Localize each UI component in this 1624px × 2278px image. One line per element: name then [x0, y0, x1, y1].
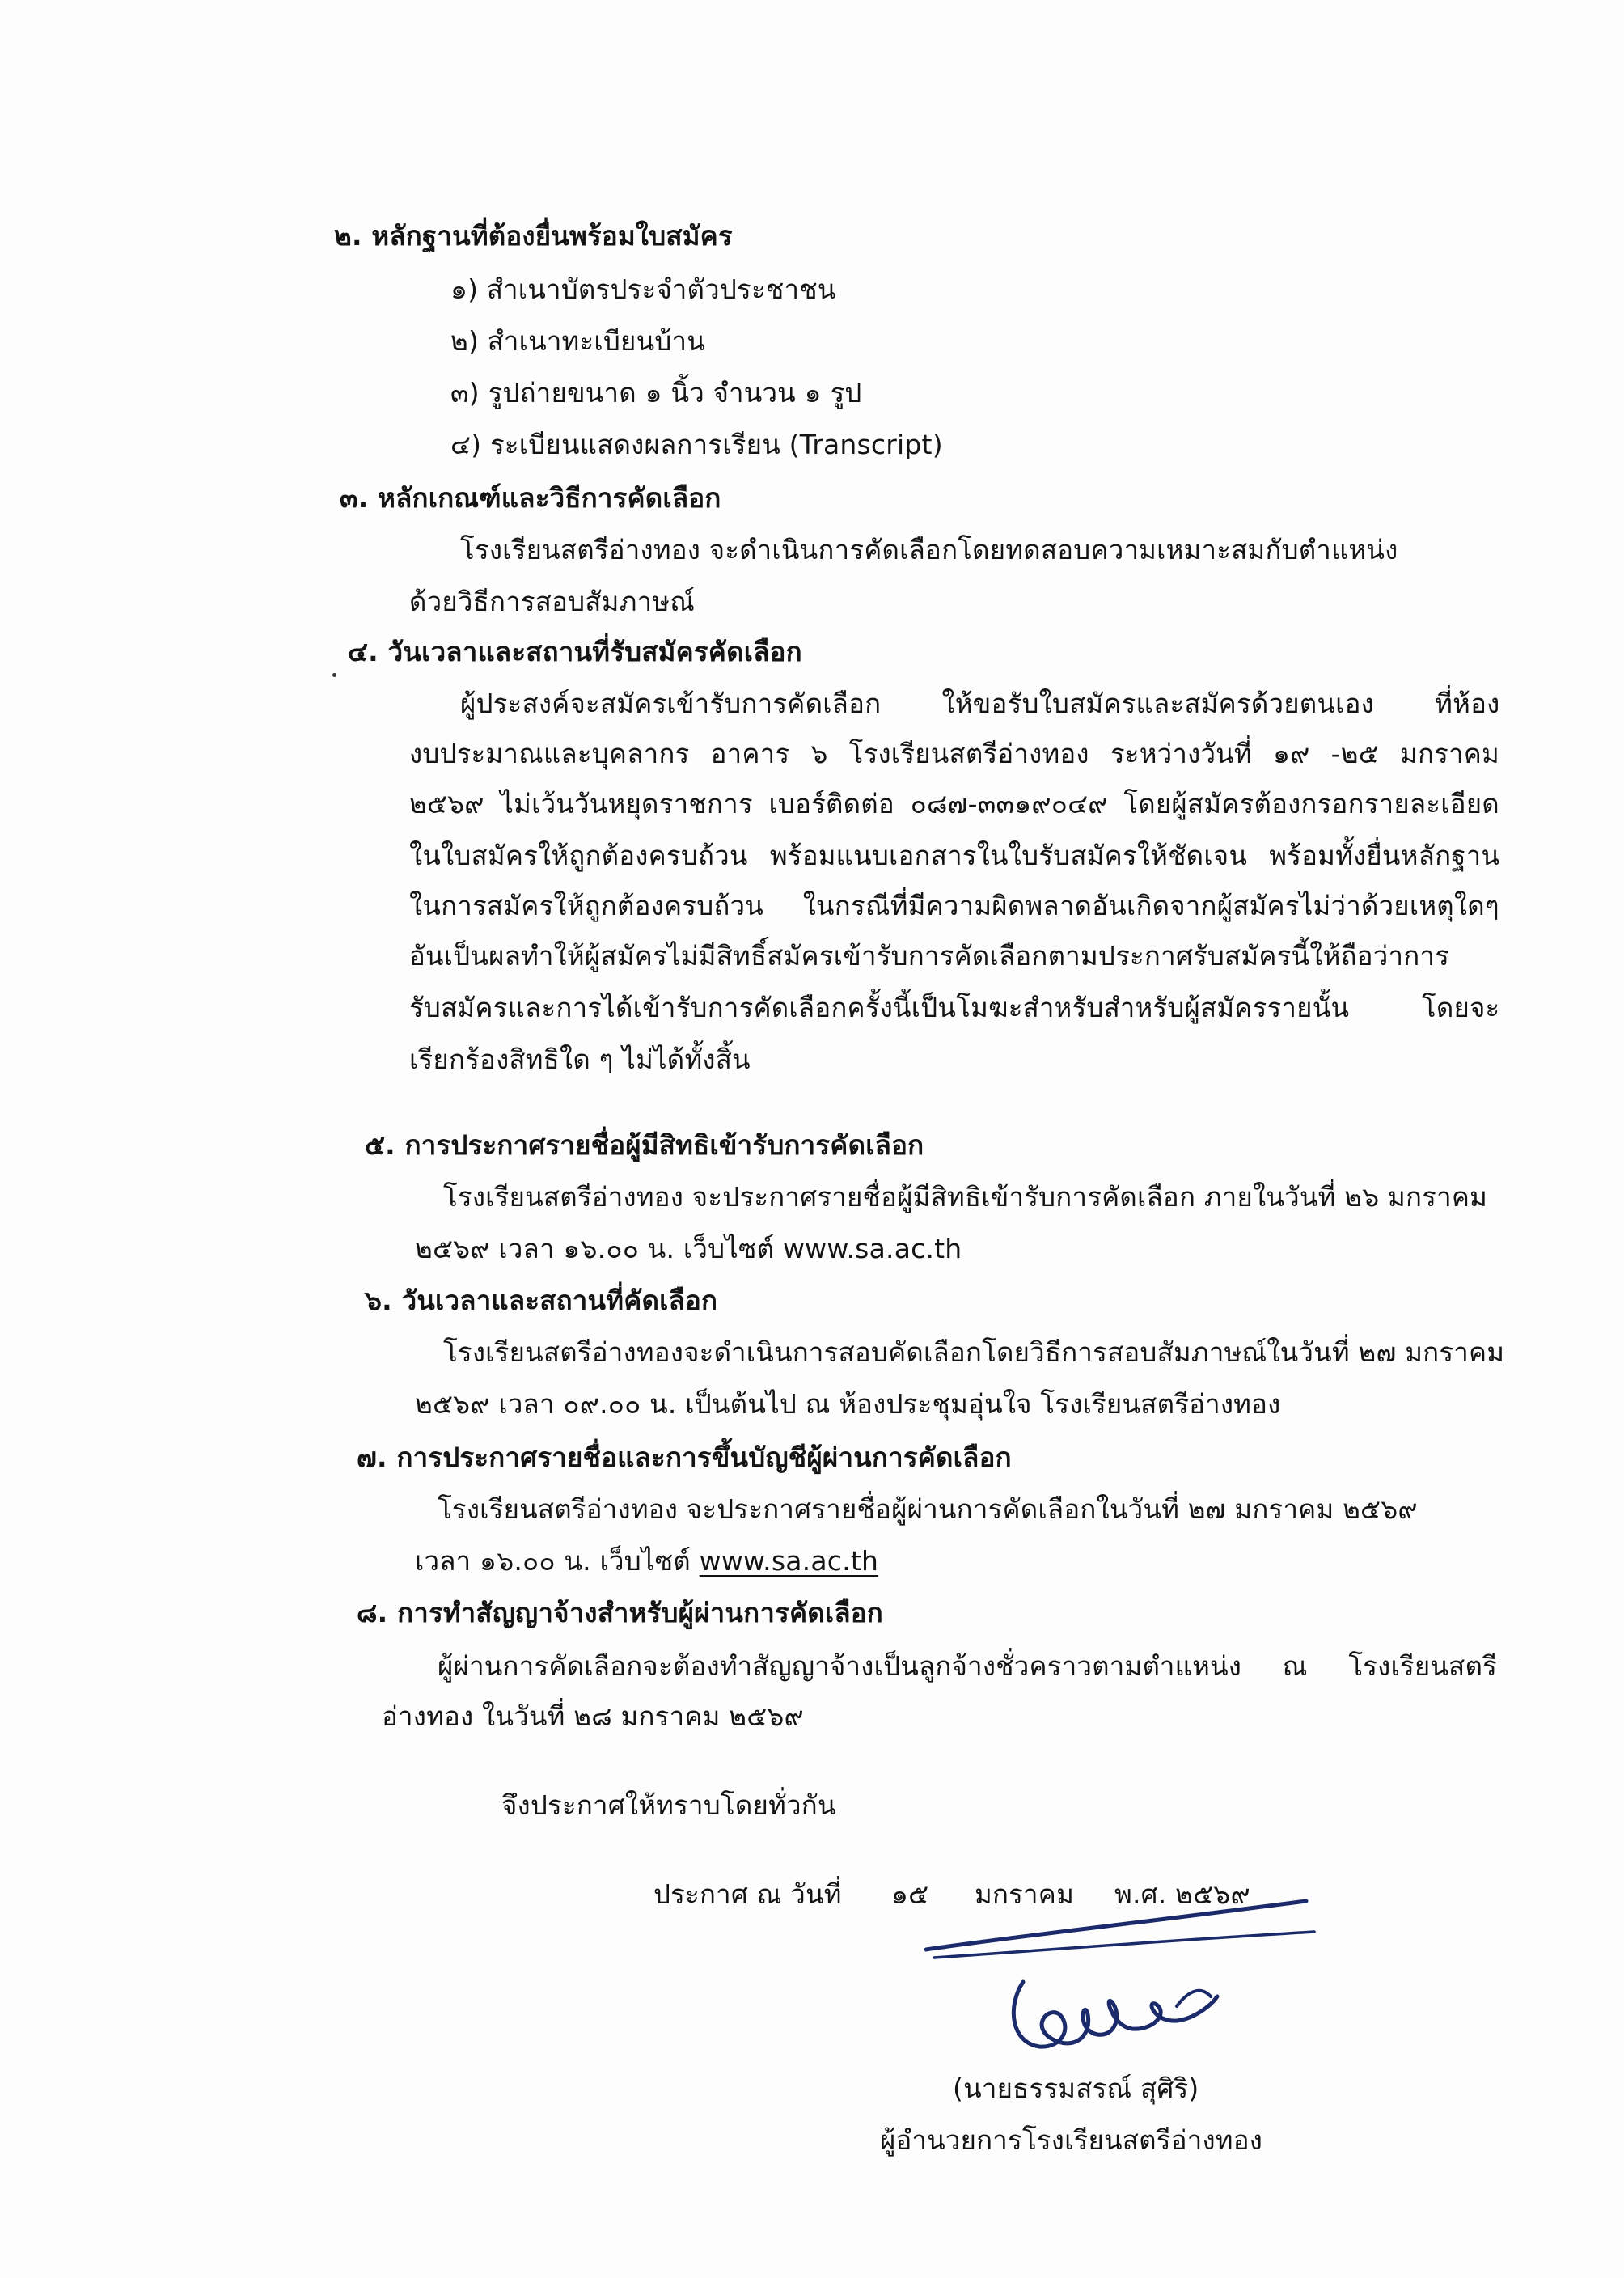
announcement-date-prefix: ประกาศ ณ วันที่	[653, 1878, 842, 1910]
signer-name: (นายธรรมสรณ์ สุศิริ)	[953, 2073, 1199, 2104]
section-4-line-3: ๒๕๖๙ ไม่เว้นวันหยุดราชการ เบอร์ติดต่อ ๐๘๗-๓๓๑๙๐๔๙ โดยผู้สมัครต้องกรอกรายละเอียด	[409, 788, 1499, 819]
section-3-line-2: ด้วยวิธีการสอบสัมภาษณ์	[409, 586, 696, 617]
section-4-line-8: เรียกร้องสิทธิใด ๆ ไม่ได้ทั้งสิ้น	[409, 1044, 751, 1075]
closing-statement: จึงประกาศให้ทราบโดยทั่วกัน	[501, 1789, 836, 1821]
section-4-line-4: ในใบสมัครให้ถูกต้องครบถ้วน พร้อมแนบเอกสารในใบรับสมัครให้ชัดเจน พร้อมทั้งยื่นหลักฐาน	[409, 840, 1500, 871]
section-6-line-1: โรงเรียนสตรีอ่างทองจะดำเนินการสอบคัดเลือกโดยวิธีการสอบสัมภาษณ์ในวันที่ ๒๗ มกราคม	[443, 1336, 1505, 1368]
section-6-heading: ๖. วันเวลาและสถานที่คัดเลือก	[365, 1285, 718, 1316]
section-7-heading: ๗. การประกาศรายชื่อและการขึ้นบัญชีผู้ผ่านการคัดเลือก	[357, 1442, 1012, 1473]
section-5-line-2: ๒๕๖๙ เวลา ๑๖.๐๐ น. เว็บไซต์ www.sa.ac.th	[415, 1233, 962, 1264]
signer-title: ผู้อำนวยการโรงเรียนสตรีอ่างทอง	[880, 2124, 1263, 2156]
section-5-heading: ๕. การประกาศรายชื่อผู้มีสิทธิเข้ารับการคัดเลือก	[365, 1129, 924, 1161]
section-8-heading: ๘. การทำสัญญาจ้างสำหรับผู้ผ่านการคัดเลือก	[357, 1597, 883, 1628]
signature-image	[910, 1893, 1330, 2079]
section-2-item-2: ๒) สำเนาทะเบียนบ้าน	[450, 325, 705, 357]
section-7-line-2-text: เวลา ๑๖.๐๐ น. เว็บไซต์	[415, 1545, 691, 1577]
section-8-line-1: ผู้ผ่านการคัดเลือกจะต้องทำสัญญาจ้างเป็นลูกจ้างชั่วคราวตามตำแหน่ง ณ โรงเรียนสตรี	[438, 1650, 1498, 1682]
section-8-line-2: อ่างทอง ในวันที่ ๒๘ มกราคม ๒๕๖๙	[382, 1700, 804, 1732]
announcement-date-day: ๑๕	[891, 1878, 929, 1910]
section-4-line-1: ผู้ประสงค์จะสมัครเข้ารับการคัดเลือก ให้ขอรับใบสมัครและสมัครด้วยตนเอง ที่ห้อง	[460, 688, 1500, 719]
section-4-heading: ๔. วันเวลาและสถานที่รับสมัครคัดเลือก	[348, 636, 802, 667]
section-2-item-1: ๑) สำเนาบัตรประจำตัวประชาชน	[450, 273, 836, 305]
section-4-line-2: งบประมาณและบุคลากร อาคาร ๖ โรงเรียนสตรีอ่างทอง ระหว่างวันที่ ๑๙ -๒๕ มกราคม	[409, 738, 1500, 769]
section-7-line-1: โรงเรียนสตรีอ่างทอง จะประกาศรายชื่อผู้ผ่านการคัดเลือกในวันที่ ๒๗ มกราคม ๒๕๖๙	[438, 1493, 1418, 1525]
section-5-line-1: โรงเรียนสตรีอ่างทอง จะประกาศรายชื่อผู้มีสิทธิเข้ารับการคัดเลือก ภายในวันที่ ๒๖ มกราคม	[443, 1181, 1488, 1213]
section-7-line-2	[415, 1545, 878, 1577]
section-3-line-1: โรงเรียนสตรีอ่างทอง จะดำเนินการคัดเลือกโดยทดสอบความเหมาะสมกับตำแหน่ง	[460, 534, 1398, 565]
section-2-heading: ๒. หลักฐานที่ต้องยื่นพร้อมใบสมัคร	[334, 220, 733, 252]
announcement-date-month: มกราคม	[975, 1878, 1075, 1910]
section-4-line-7: รับสมัครและการได้เข้ารับการคัดเลือกครั้งนี้เป็นโมฆะสำหรับสำหรับผู้สมัครรายนั้น โดยจะ	[409, 992, 1500, 1023]
section-6-line-2: ๒๕๖๙ เวลา ๐๙.๐๐ น. เป็นต้นไป ณ ห้องประชุมอุ่นใจ โรงเรียนสตรีอ่างทอง	[415, 1388, 1281, 1420]
section-2-item-3: ๓) รูปถ่ายขนาด ๑ นิ้ว จำนวน ๑ รูป	[450, 377, 862, 409]
section-4-line-6: อันเป็นผลทำให้ผู้สมัครไม่มีสิทธิ์สมัครเข้ารับการคัดเลือกตามประกาศรับสมัครนี้ให้ถือว่าการ	[409, 940, 1450, 972]
announcement-date-year: พ.ศ. ๒๕๖๙	[1114, 1878, 1250, 1910]
website-link[interactable]: www.sa.ac.th	[699, 1545, 879, 1577]
stray-dot	[332, 673, 336, 677]
section-3-heading: ๓. หลักเกณฑ์และวิธีการคัดเลือก	[340, 482, 721, 514]
section-4-line-5: ในการสมัครให้ถูกต้องครบถ้วน ในกรณีที่มีความผิดพลาดอันเกิดจากผู้สมัครไม่ว่าด้วยเหตุใดๆ	[409, 890, 1499, 921]
section-2-item-4: ๔) ระเบียนแสดงผลการเรียน (Transcript)	[450, 429, 943, 460]
